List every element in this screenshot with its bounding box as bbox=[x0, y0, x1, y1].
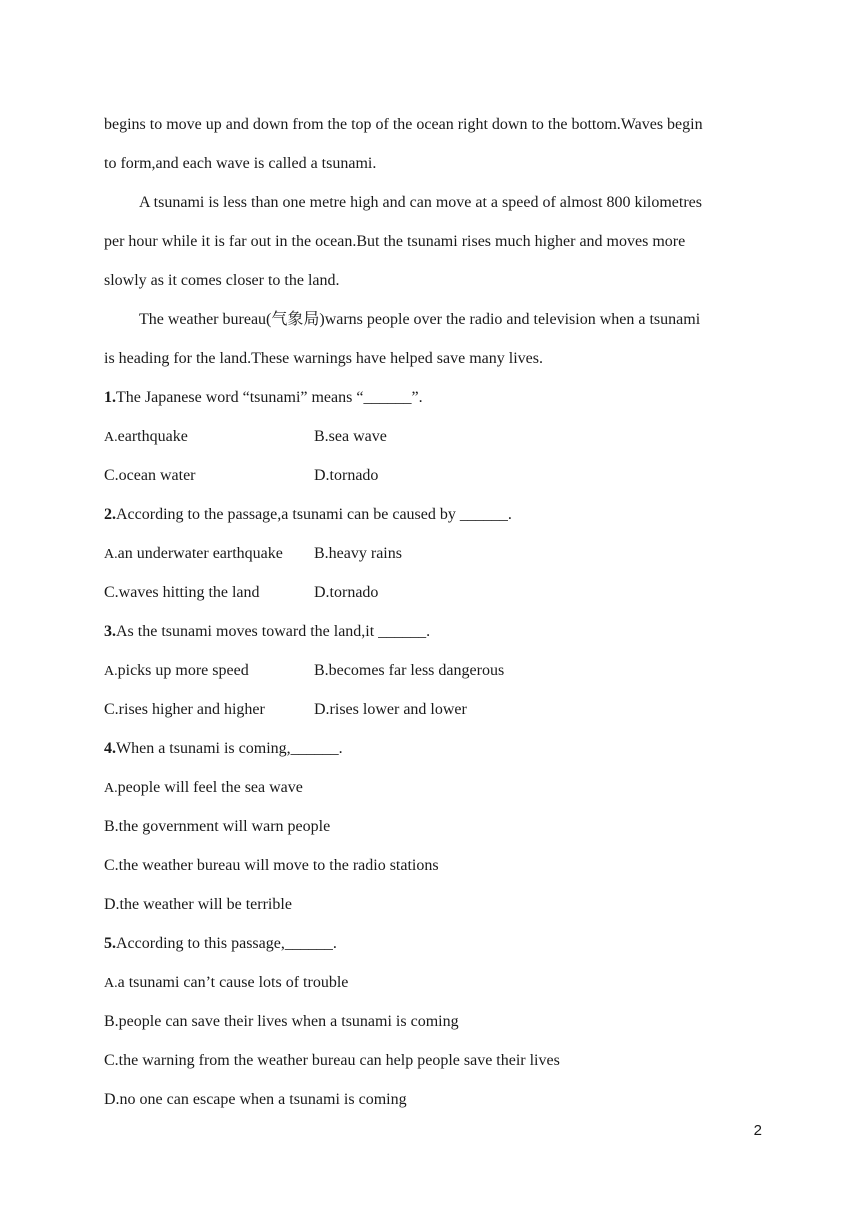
option-b: B.heavy rains bbox=[314, 545, 402, 562]
passage-line: A tsunami is less than one metre high and can move at a speed of almost 800 kilometres bbox=[139, 194, 702, 211]
option-a: A.earthquake bbox=[104, 428, 188, 445]
document-body bbox=[104, 112, 760, 1126]
passage-line: begins to move up and down from the top of the ocean right down to the bottom.Waves begin bbox=[104, 116, 703, 133]
question-2-stem bbox=[104, 502, 760, 541]
option-d: D.no one can escape when a tsunami is coming bbox=[104, 1091, 407, 1108]
question-1-options-row-2 bbox=[104, 463, 760, 502]
passage-line: per hour while it is far out in the ocean.But the tsunami rises much higher and moves more bbox=[104, 233, 686, 250]
passage bbox=[104, 112, 760, 385]
option-a: A.picks up more speed bbox=[104, 662, 249, 679]
option-a: A.people will feel the sea wave bbox=[104, 779, 303, 796]
option-c: C.the weather bureau will move to the radio stations bbox=[104, 857, 439, 874]
passage-line: to form,and each wave is called a tsunami. bbox=[104, 155, 377, 172]
question-1-options-row-1 bbox=[104, 424, 760, 463]
option-d: D.tornado bbox=[314, 584, 379, 601]
option-c: C.rises higher and higher bbox=[104, 701, 265, 718]
option-d: D.rises lower and lower bbox=[314, 701, 467, 718]
question-text: When a tsunami is coming,______. bbox=[116, 740, 343, 757]
question-3-stem bbox=[104, 619, 760, 658]
option-b: B.sea wave bbox=[314, 428, 387, 445]
question-number: 4. bbox=[104, 740, 116, 757]
question-text: According to the passage,a tsunami can be caused by ______. bbox=[116, 506, 512, 523]
option-c: C.ocean water bbox=[104, 467, 196, 484]
question-4-stem bbox=[104, 736, 760, 775]
page-number: 2 bbox=[753, 1122, 762, 1139]
option-b: B.becomes far less dangerous bbox=[314, 662, 505, 679]
passage-line: is heading for the land.These warnings have helped save many lives. bbox=[104, 350, 543, 367]
passage-line: The weather bureau(气象局)warns people over the radio and television when a tsunami bbox=[139, 311, 701, 328]
question-number: 2. bbox=[104, 506, 116, 523]
question-3-options-row-2 bbox=[104, 697, 760, 736]
question-text: As the tsunami moves toward the land,it ______. bbox=[116, 623, 431, 640]
question-text: The Japanese word “tsunami” means “______”. bbox=[116, 389, 423, 406]
option-c: C.the warning from the weather bureau can help people save their lives bbox=[104, 1052, 560, 1069]
option-a: A.an underwater earthquake bbox=[104, 545, 283, 562]
question-1-stem bbox=[104, 385, 760, 424]
question-2-options-row-2 bbox=[104, 580, 760, 619]
option-b: B.the government will warn people bbox=[104, 818, 331, 835]
question-5-stem bbox=[104, 931, 760, 970]
option-d: D.tornado bbox=[314, 467, 379, 484]
question-text: According to this passage,______. bbox=[116, 935, 337, 952]
option-b: B.people can save their lives when a tsunami is coming bbox=[104, 1013, 459, 1030]
option-d: D.the weather will be terrible bbox=[104, 896, 292, 913]
option-a: A.a tsunami can’t cause lots of trouble bbox=[104, 974, 349, 991]
question-number: 3. bbox=[104, 623, 116, 640]
question-number: 5. bbox=[104, 935, 116, 952]
passage-line: slowly as it comes closer to the land. bbox=[104, 272, 340, 289]
question-2-options-row-1 bbox=[104, 541, 760, 580]
question-number: 1. bbox=[104, 389, 116, 406]
option-c: C.waves hitting the land bbox=[104, 584, 260, 601]
question-3-options-row-1 bbox=[104, 658, 760, 697]
